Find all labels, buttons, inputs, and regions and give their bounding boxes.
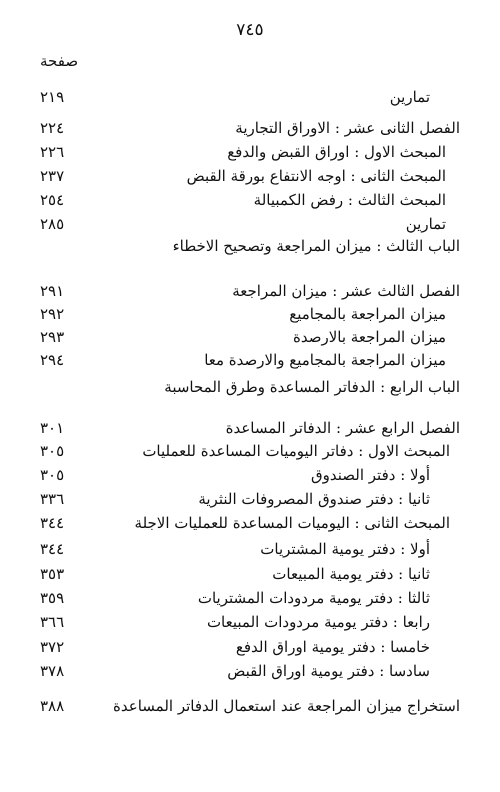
toc-entry-title: المبحث الثالث : رفض الكمبيالة bbox=[253, 191, 446, 209]
toc-page-number: ٢٩٣ bbox=[40, 328, 65, 346]
toc-entry bbox=[40, 86, 460, 108]
toc-entry bbox=[40, 440, 460, 462]
toc-entry bbox=[40, 464, 460, 486]
toc-entry-title: أولا : دفتر الصندوق bbox=[310, 466, 430, 484]
toc-page-number: ٣٥٩ bbox=[40, 589, 65, 607]
toc-page-number: ٣٧٢ bbox=[40, 638, 65, 656]
toc-page-number: ٢٩٤ bbox=[40, 351, 65, 369]
toc-page-number: ٣٠١ bbox=[40, 419, 65, 437]
toc-page-number: ٣٤٤ bbox=[40, 514, 65, 532]
page-column-header: صفحة bbox=[40, 52, 79, 70]
toc-entry-title: ثانيا : دفتر يومية المبيعات bbox=[272, 565, 430, 583]
toc-page-number: ٣٤٤ bbox=[40, 540, 65, 558]
toc-entry bbox=[40, 538, 460, 560]
toc-entry bbox=[40, 587, 460, 609]
toc-entry bbox=[40, 695, 460, 717]
toc-entry-title: ميزان المراجعة بالارصدة bbox=[293, 328, 446, 346]
toc-entry bbox=[40, 417, 460, 439]
toc-entry-title: تمارين bbox=[405, 215, 446, 233]
toc-entry bbox=[40, 563, 460, 585]
toc-entry bbox=[40, 117, 460, 139]
toc-page-number: ٣٧٨ bbox=[40, 662, 65, 680]
toc-entry-title: المبحث الاول : دفاتر اليوميات المساعدة للعمليات bbox=[142, 442, 450, 460]
toc-entry-title: ميزان المراجعة بالمجاميع bbox=[289, 305, 446, 323]
toc-entry-title: ثالثا : دفتر يومية مردودات المشتريات bbox=[197, 589, 430, 607]
toc-entry bbox=[40, 303, 460, 325]
toc-entry-title: ثانيا : دفتر صندوق المصروفات النثرية bbox=[198, 490, 430, 508]
toc-entry-title: المبحث الثانى : اليوميات المساعدة للعمليات الاجلة bbox=[134, 514, 450, 532]
toc-entry-title: ميزان المراجعة بالمجاميع والارصدة معا bbox=[204, 351, 446, 369]
toc-entry bbox=[40, 280, 460, 302]
toc-entry-title: الفصل الرابع عشر : الدفاتر المساعدة bbox=[225, 419, 460, 437]
toc-page-number: ٢١٩ bbox=[40, 88, 65, 106]
toc-entry bbox=[40, 189, 460, 211]
toc-page-number: ٢٨٥ bbox=[40, 215, 65, 233]
toc-entry-title: تمارين bbox=[389, 88, 430, 106]
toc-entry bbox=[40, 326, 460, 348]
section-heading: الباب الرابع : الدفاتر المساعدة وطرق المحاسبة bbox=[164, 378, 460, 396]
toc-entry bbox=[40, 349, 460, 371]
toc-page-number: ٢٩١ bbox=[40, 282, 65, 300]
toc-entry-title: رابعا : دفتر يومية مردودات المبيعات bbox=[206, 613, 430, 631]
toc-page-number: ٢٢٦ bbox=[40, 143, 65, 161]
toc-page-number: ٣٣٦ bbox=[40, 490, 65, 508]
toc-page-number: ٢٩٢ bbox=[40, 305, 65, 323]
toc-entry-title: المبحث الثانى : اوجه الانتفاع بورقة القبض bbox=[186, 167, 446, 185]
toc-page-number: ٣٨٨ bbox=[40, 697, 65, 715]
toc-entry-title: الفصل الثانى عشر : الاوراق التجارية bbox=[235, 119, 460, 137]
toc-entry bbox=[40, 660, 460, 682]
toc-entry-title: أولا : دفتر يومية المشتريات bbox=[260, 540, 430, 558]
toc-page-number: ٣٦٦ bbox=[40, 613, 65, 631]
toc-entry bbox=[40, 512, 460, 534]
toc-page-number: ٢٥٤ bbox=[40, 191, 65, 209]
toc-page-number: ٢٣٧ bbox=[40, 167, 65, 185]
toc-page-number: ٣٥٣ bbox=[40, 565, 65, 583]
toc-entry-title: سادسا : دفتر يومية اوراق القبض bbox=[227, 662, 430, 680]
toc-entry bbox=[40, 213, 460, 235]
toc-entry bbox=[40, 636, 460, 658]
toc-entry-title: استخراج ميزان المراجعة عند استعمال الدفاتر المساعدة bbox=[113, 697, 460, 715]
toc-entry bbox=[40, 488, 460, 510]
toc-entry bbox=[40, 611, 460, 633]
section-heading: الباب الثالث : ميزان المراجعة وتصحيح الاخطاء bbox=[172, 237, 460, 255]
page-number: ٧٤٥ bbox=[236, 20, 264, 40]
toc-entry bbox=[40, 141, 460, 163]
toc-page-number: ٢٢٤ bbox=[40, 119, 65, 137]
toc-entry bbox=[40, 165, 460, 187]
toc-page-number: ٣٠٥ bbox=[40, 442, 65, 460]
toc-entry-title: الفصل الثالث عشر : ميزان المراجعة bbox=[232, 282, 460, 300]
toc-entry-title: خامسا : دفتر يومية اوراق الدفع bbox=[235, 638, 430, 656]
toc-page-number: ٣٠٥ bbox=[40, 466, 65, 484]
toc-entry-title: المبحث الاول : اوراق القبض والدفع bbox=[227, 143, 446, 161]
